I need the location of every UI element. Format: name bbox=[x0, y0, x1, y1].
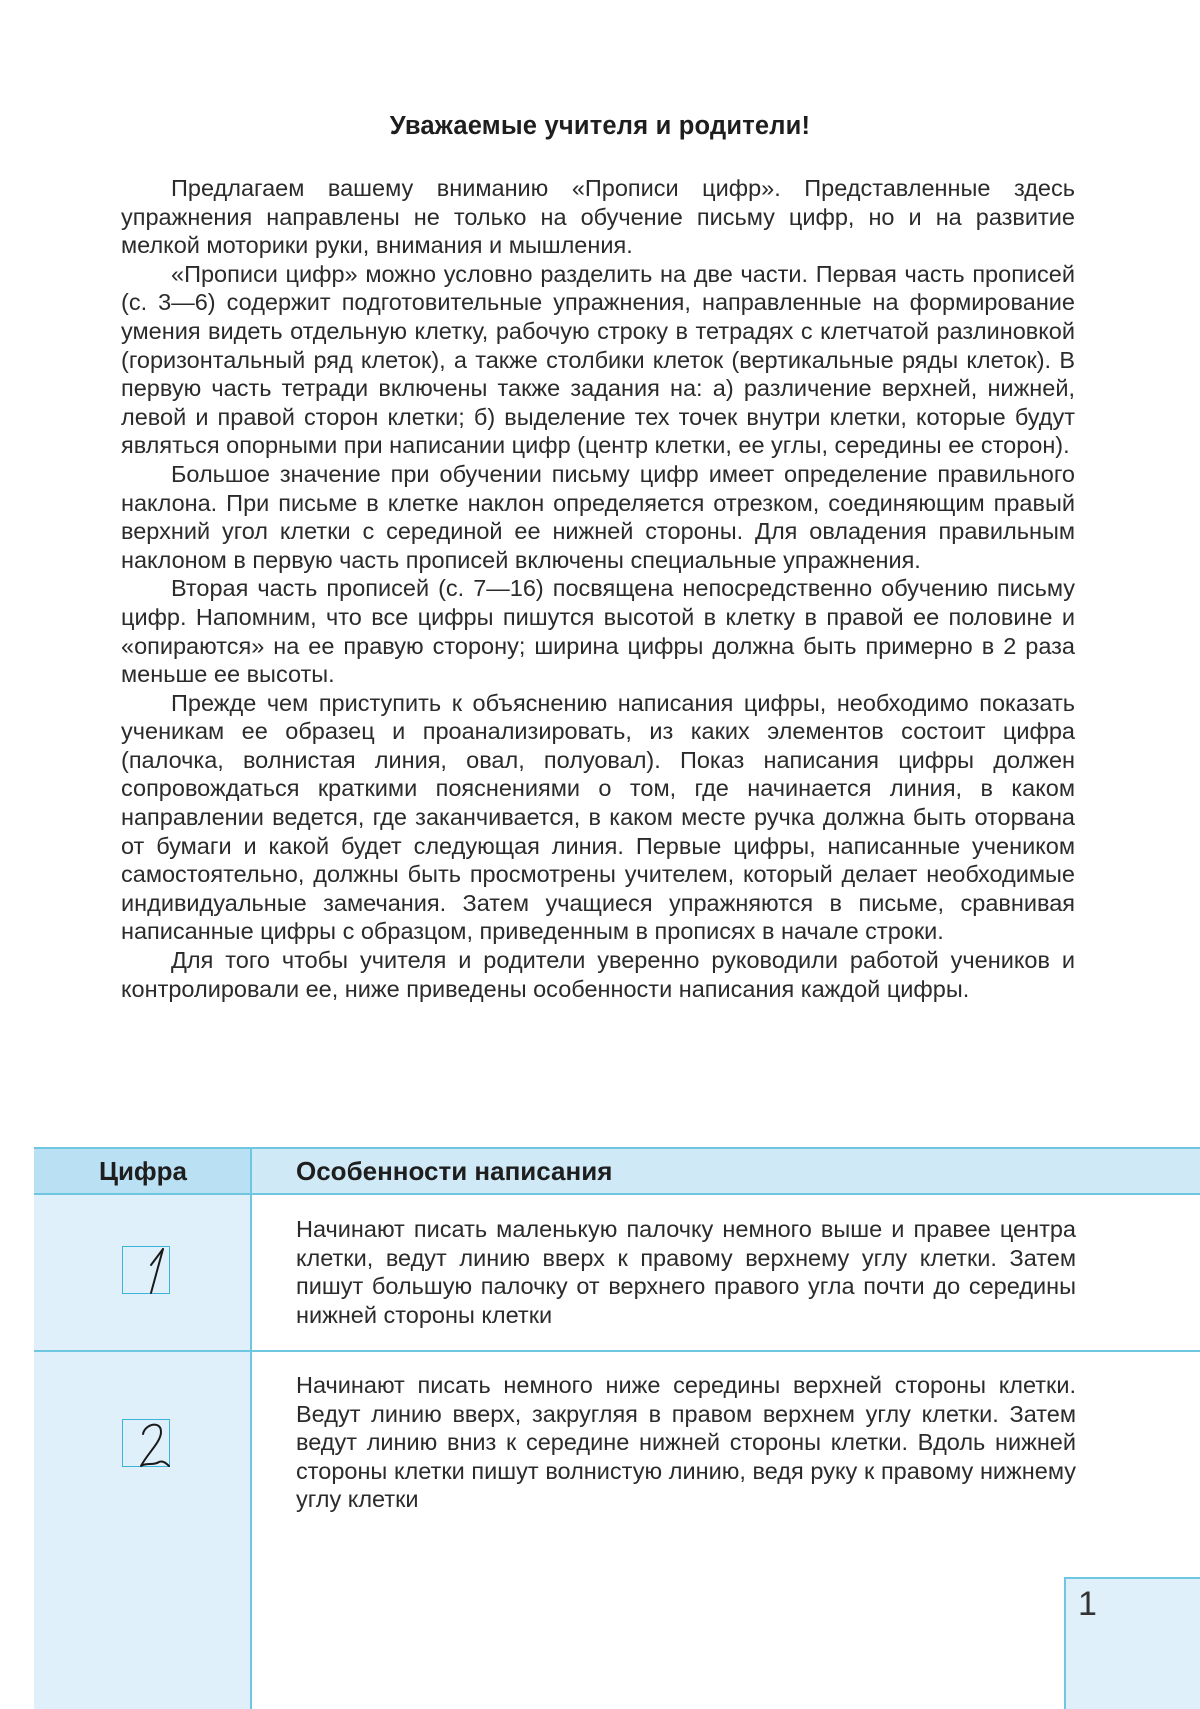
handwritten-digit-one bbox=[121, 1243, 173, 1299]
page-title: Уважаемые учителя и родители! bbox=[389, 112, 811, 140]
intro-paragraph: Прежде чем приступить к объяснению написания цифры, необходимо показать ученикам ее образец и проанализировать, из каких элементов состоит цифра (палочка, волнистая линия, овал, полуовал). Показ написания цифры должен сопровождаться краткими пояснениями о том, где начинается линия, в каком направлении ведется, где заканчивается, в каком месте ручка должна быть оторвана от бумаги и какой будет следующая линия. Первые цифры, написанные учеником самостоятельно, должны быть просмотрены учителем, который делает необходимые индивидуальные замечания. Затем учащиеся упражняются в письме, сравнивая написанные цифры с образцом, приведенным в прописях в начале строки. bbox=[121, 689, 1075, 945]
page-number-tab bbox=[1064, 1577, 1200, 1709]
digit-cell-box bbox=[122, 1246, 170, 1294]
page-number: 1 bbox=[1078, 1585, 1097, 1623]
row-divider bbox=[34, 1350, 1200, 1352]
intro-paragraph: Для того чтобы учителя и родители уверенно руководили работой учеников и контролировали ее, ниже приведены особенности написания каждой цифры. bbox=[121, 947, 1075, 1002]
row-description: Начинают писать маленькую палочку немного выше и правее центра клетки, ведут линию вверх к правому верхнему углу клетки. Затем пишут большую палочку от верхнего правого угла почти до середины нижней стороны клетки bbox=[296, 1216, 1076, 1328]
header-features-label: Особенности написания bbox=[296, 1156, 613, 1186]
intro-paragraph: Предлагаем вашему вниманию «Прописи цифр». Представленные здесь упражнения направлены не только на обучение письму цифр, но и на развитие мелкой моторики руки, внимания и мышления. bbox=[121, 175, 1075, 259]
header-digit-label: Цифра bbox=[98, 1156, 188, 1186]
intro-paragraph: Вторая часть прописей (с. 7—16) посвящена непосредственно обучению письму цифр. Напомним, что все цифры пишутся высотой в клетку в правой ее половине и «опираются» на ее правую сторону; ширина цифры должна быть примерно в 2 раза меньше ее высоты. bbox=[121, 575, 1075, 688]
row-description: Начинают писать немного ниже середины верхней стороны клетки. Ведут линию вверх, закругляя в правом верхнем углу клетки. Затем ведут линию вниз к середине нижней стороны клетки. Вдоль нижней стороны клетки пишут волнистую линию, ведя руку к правому нижнему углу клетки bbox=[296, 1372, 1076, 1512]
intro-text bbox=[121, 174, 1075, 1003]
intro-paragraph: Большое значение при обучении письму цифр имеет определение правильного наклона. При письме в клетке наклон определяется отрезком, соединяющим правый верхний угол клетки с серединой ее нижней стороны. Для овладения правильным наклоном в первую часть прописей включены специальные упражнения. bbox=[121, 460, 1075, 573]
digit-writing-table bbox=[34, 1147, 1200, 1709]
intro-paragraph: «Прописи цифр» можно условно разделить на две части. Первая часть прописей (с. 3—6) содержит подготовительные упражнения, направленные на формирование умения видеть отдельную клетку, рабочую строку в тетрадях с клетчатой разлиновкой (горизонтальный ряд клеток), а также столбики клеток (вертикальные ряды клеток). В первую часть тетради включены также задания на: а) различение верхней, нижней, левой и правой сторон клетки; б) выделение тех точек внутри клетки, которые будут являться опорными при написании цифр (центр клетки, ее углы, середины ее сторон). bbox=[121, 260, 1075, 459]
table-header-row bbox=[34, 1147, 1200, 1195]
digit-cell-box bbox=[122, 1419, 170, 1467]
handwritten-digit-two bbox=[121, 1416, 173, 1472]
